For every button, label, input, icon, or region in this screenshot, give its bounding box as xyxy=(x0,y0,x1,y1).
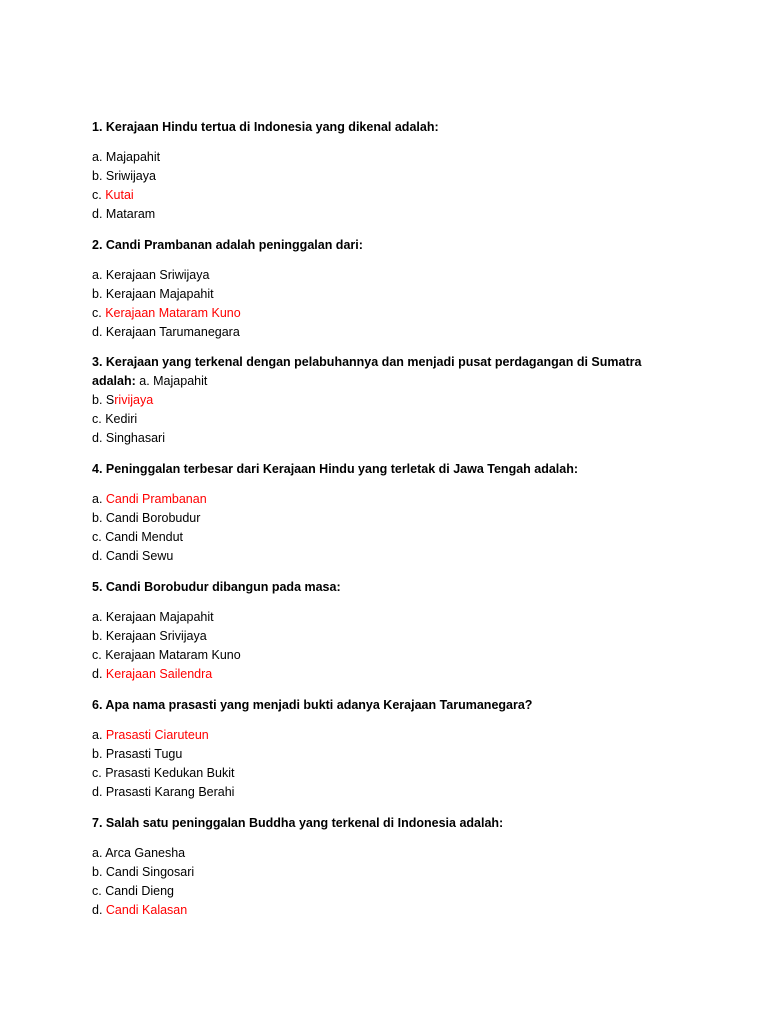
option-label: Candi Mendut xyxy=(105,530,184,544)
question-3 xyxy=(92,353,652,448)
option-label: Sriwijaya xyxy=(105,169,156,183)
option-prefix: d. xyxy=(92,207,106,221)
option-label: Mataram xyxy=(105,207,156,221)
option-label: Kerajaan Tarumanegara xyxy=(105,325,240,339)
option-prefix: a. xyxy=(92,268,106,282)
question-text: 1. Kerajaan Hindu tertua di Indonesia yang dikenal adalah: xyxy=(92,120,439,134)
option-label: Candi Singosari xyxy=(105,865,195,879)
option-c xyxy=(92,882,652,901)
option-a xyxy=(92,608,652,627)
question-7 xyxy=(92,814,652,920)
option-prefix: b. xyxy=(92,629,106,643)
option-prefix: d. xyxy=(92,549,106,563)
option-b xyxy=(92,627,652,646)
question-1 xyxy=(92,118,652,224)
question-6 xyxy=(92,696,652,802)
option-label: Prasasti Tugu xyxy=(105,747,183,761)
option-prefix: c. xyxy=(92,188,106,202)
option-a xyxy=(92,266,652,285)
option-label: Kerajaan Srivijaya xyxy=(105,629,207,643)
option-d xyxy=(92,783,652,802)
option-a xyxy=(92,490,652,509)
option-prefix: b. xyxy=(92,287,106,301)
option-label: Prasasti Karang Berahi xyxy=(105,785,235,799)
option-prefix: d. xyxy=(92,431,106,445)
option-prefix: d. xyxy=(92,903,106,917)
option-prefix: a. xyxy=(92,150,106,164)
option-c xyxy=(92,186,652,205)
question-text: 7. Salah satu peninggalan Buddha yang terkenal di Indonesia adalah: xyxy=(92,816,504,830)
question-text: 6. Apa nama prasasti yang menjadi bukti adanya Kerajaan Tarumanegara? xyxy=(92,698,533,712)
option-prefix: c. xyxy=(92,884,106,898)
option-b xyxy=(92,391,652,410)
question-text-body: 3. Kerajaan yang terkenal dengan pelabuhannya dan menjadi pusat perdagangan di Sumatra adalah: xyxy=(92,355,645,388)
option-prefix: b. xyxy=(92,511,106,525)
correct-answer-label: Candi Kalasan xyxy=(105,903,188,917)
option-label: Kerajaan Sriwijaya xyxy=(105,268,210,282)
option-prefix: b. xyxy=(92,747,106,761)
option-prefix: d. xyxy=(92,325,106,339)
option-label: Singhasari xyxy=(105,431,165,445)
option-label: Kerajaan Majapahit xyxy=(105,287,214,301)
option-a xyxy=(92,726,652,745)
option-c xyxy=(92,410,652,429)
option-prefix: b. xyxy=(92,865,106,879)
question-text: 4. Peninggalan terbesar dari Kerajaan Hindu yang terletak di Jawa Tengah adalah: xyxy=(92,462,579,476)
option-d xyxy=(92,665,652,684)
option-a-inline: a. Majapahit xyxy=(139,374,208,388)
option-prefix: c. xyxy=(92,412,106,426)
option-prefix: b. xyxy=(92,169,106,183)
option-label: Prasasti Kedukan Bukit xyxy=(105,766,235,780)
question-text xyxy=(92,353,652,391)
option-a xyxy=(92,148,652,167)
option-d xyxy=(92,323,652,342)
correct-answer-label: Kerajaan Sailendra xyxy=(105,667,213,681)
option-label: Arca Ganesha xyxy=(105,846,186,860)
option-prefix: a. xyxy=(92,728,106,742)
option-prefix: d. xyxy=(92,785,106,799)
option-prefix: a. xyxy=(92,610,106,624)
option-prefix: a. xyxy=(92,492,106,506)
option-label: Kediri xyxy=(105,412,138,426)
option-prefix: d. xyxy=(92,667,106,681)
option-label: Candi Sewu xyxy=(105,549,174,563)
option-prefix: c. xyxy=(92,306,106,320)
correct-answer-label: Candi Prambanan xyxy=(105,492,207,506)
question-text: 5. Candi Borobudur dibangun pada masa: xyxy=(92,580,341,594)
option-label: Kerajaan Majapahit xyxy=(105,610,214,624)
option-label: Candi Borobudur xyxy=(105,511,201,525)
option-prefix: a. xyxy=(92,846,106,860)
option-c xyxy=(92,528,652,547)
option-b xyxy=(92,863,652,882)
option-label: Kerajaan Mataram Kuno xyxy=(105,648,241,662)
option-b xyxy=(92,285,652,304)
option-d xyxy=(92,205,652,224)
option-b xyxy=(92,167,652,186)
option-d xyxy=(92,547,652,566)
question-text: 2. Candi Prambanan adalah peninggalan dari: xyxy=(92,238,363,252)
option-prefix: b. S xyxy=(92,393,115,407)
option-b xyxy=(92,509,652,528)
option-a xyxy=(92,844,652,863)
option-label: Candi Dieng xyxy=(105,884,174,898)
option-d xyxy=(92,429,652,448)
option-prefix: c. xyxy=(92,530,106,544)
option-label: Majapahit xyxy=(105,150,161,164)
correct-answer-label: Kutai xyxy=(105,188,134,202)
option-prefix: c. xyxy=(92,766,106,780)
question-2 xyxy=(92,236,652,342)
correct-answer-label: Kerajaan Mataram Kuno xyxy=(105,306,241,320)
option-b xyxy=(92,745,652,764)
option-c xyxy=(92,304,652,323)
correct-answer-label: Prasasti Ciaruteun xyxy=(105,728,209,742)
option-c xyxy=(92,646,652,665)
option-c xyxy=(92,764,652,783)
question-5 xyxy=(92,578,652,684)
option-prefix: c. xyxy=(92,648,106,662)
question-4 xyxy=(92,460,652,566)
option-d xyxy=(92,901,652,920)
correct-answer-label: rivijaya xyxy=(114,393,154,407)
